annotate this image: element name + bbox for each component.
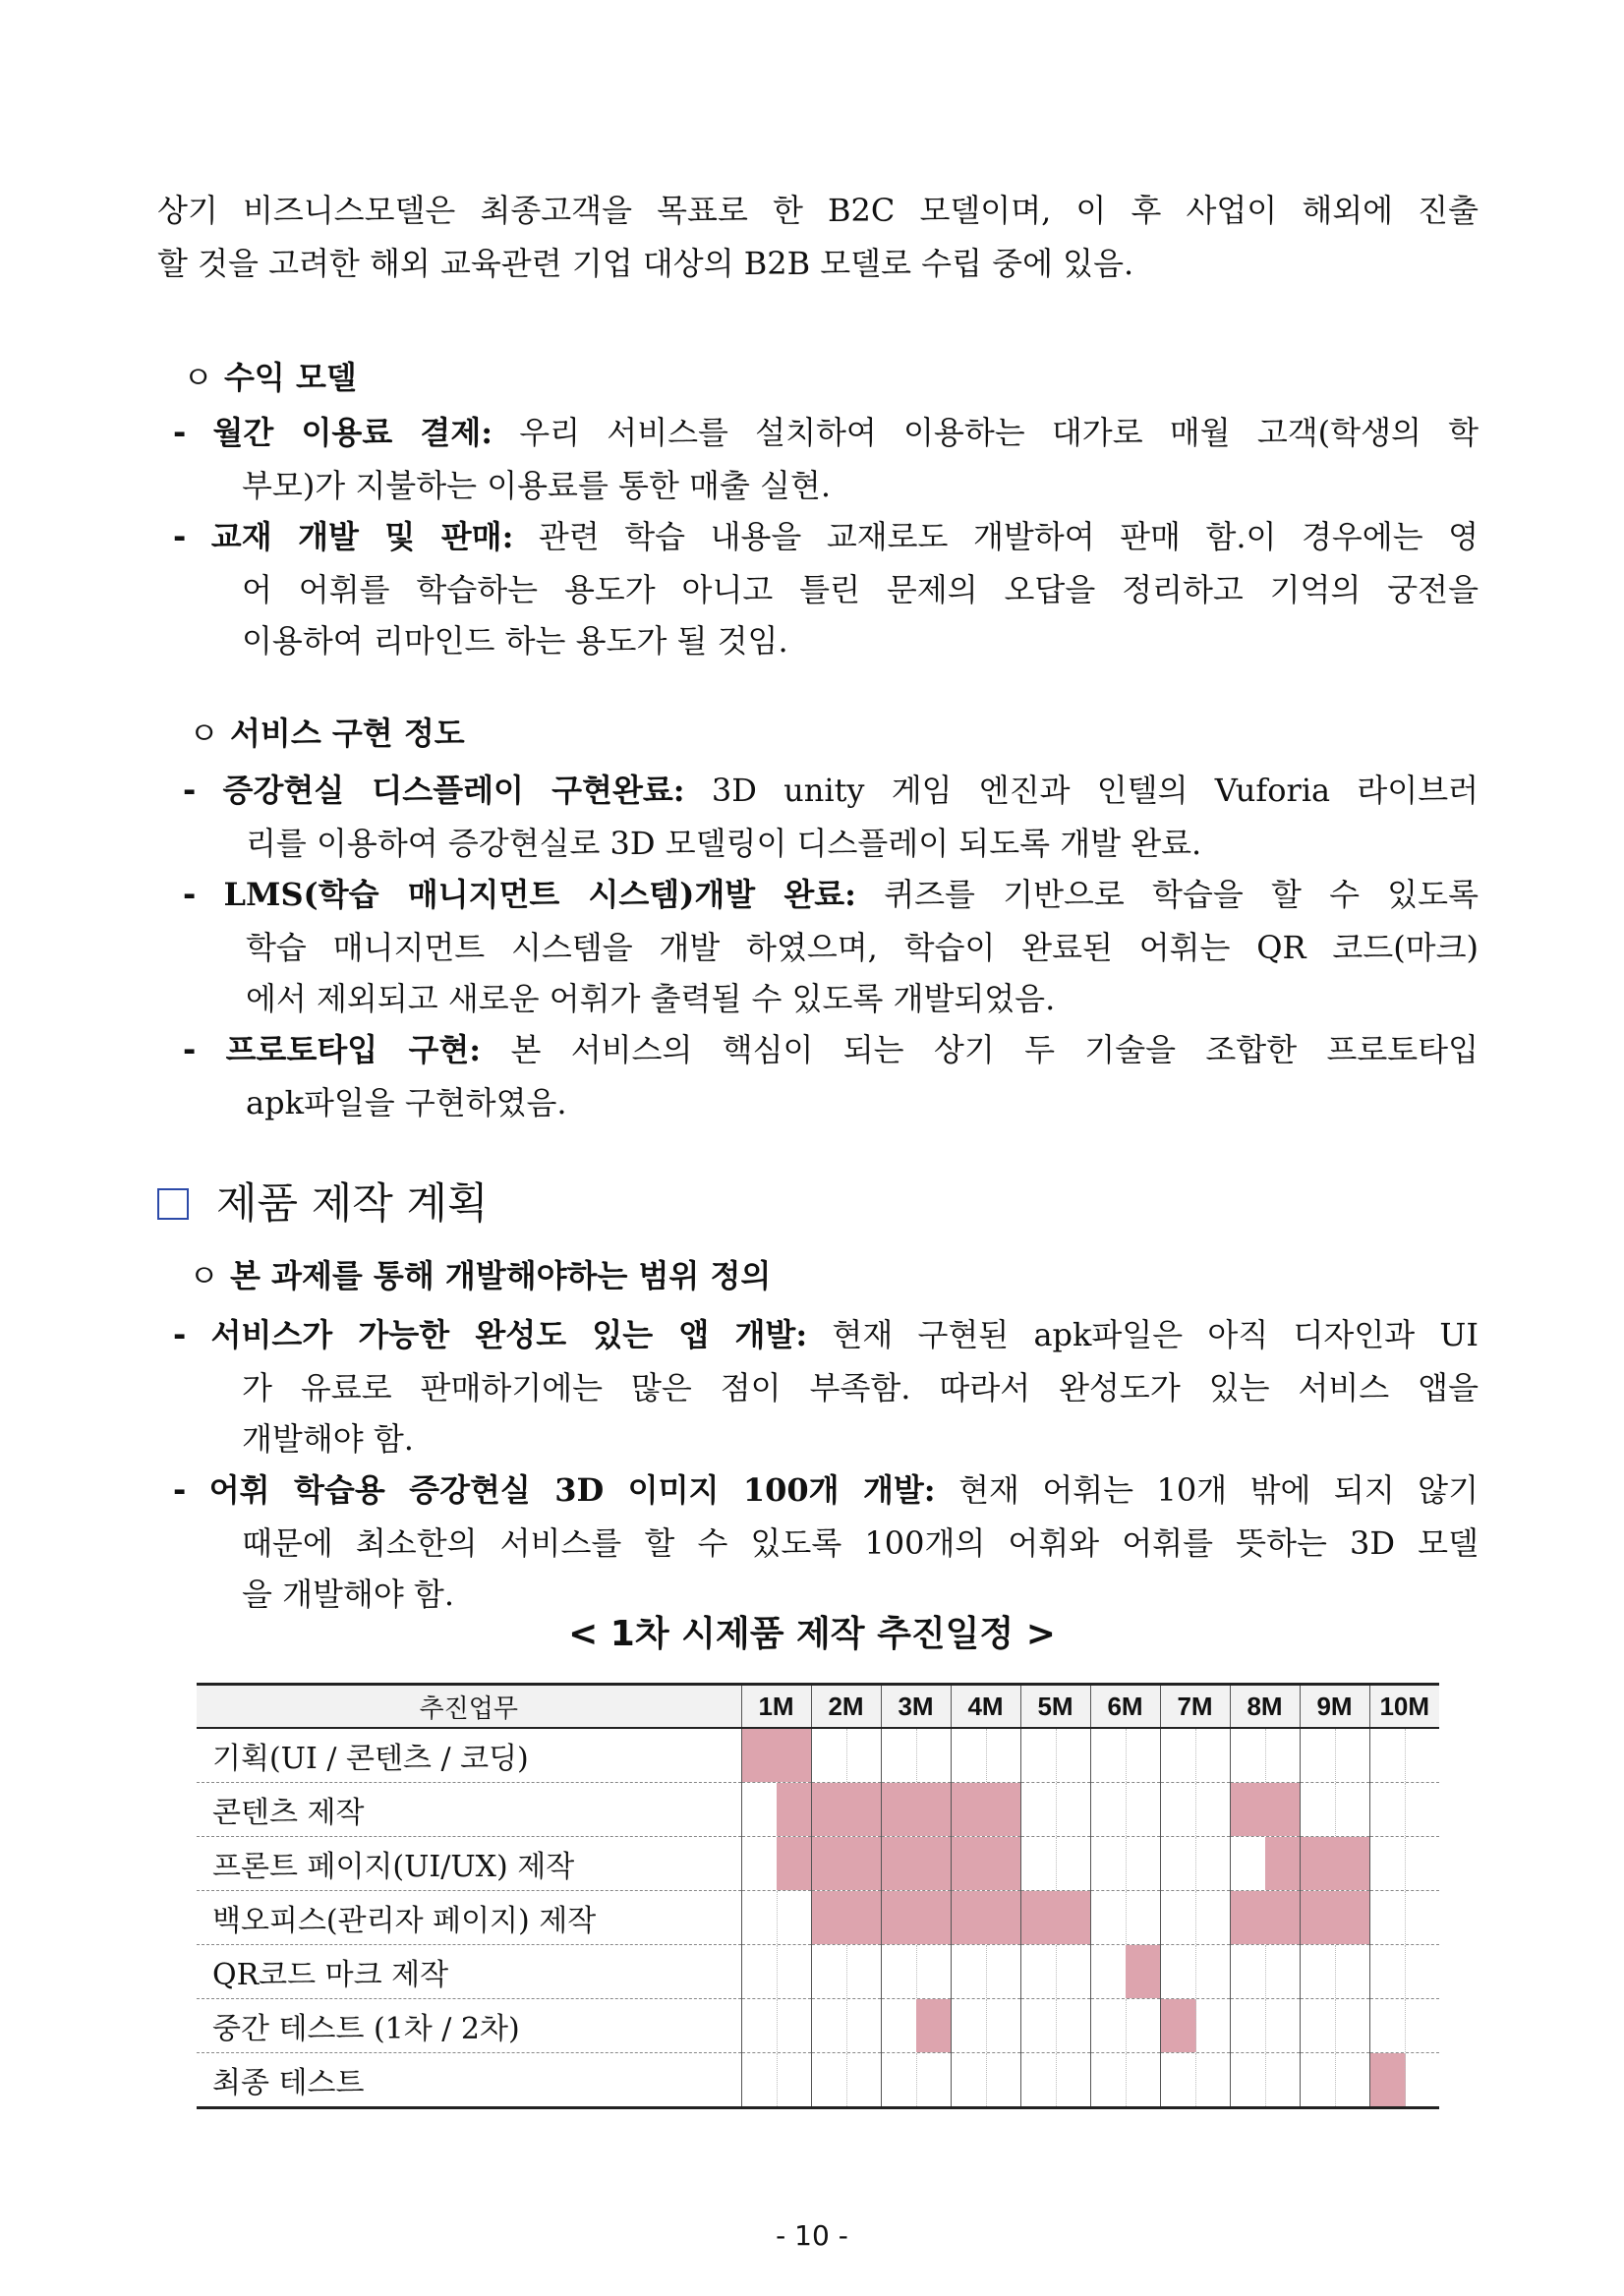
dash-bullet: -: [183, 1031, 197, 1068]
service-item-2-text: 퀴즈를 기반으로 학습을 할 수 있도록: [855, 876, 1479, 913]
plan-item-1-line-3: 개발해야 함.: [242, 1420, 414, 1458]
plan-item-1-line-2: 가 유료로 판매하기에는 많은 점이 부족함. 따라서 완성도가 있는 서비스 앱을: [242, 1369, 1479, 1406]
circle-bullet-icon: ㅇ: [189, 1257, 219, 1294]
month-cell: [951, 1837, 1020, 1891]
schedule-bar-segment: [1021, 2053, 1057, 2106]
schedule-bar-segment: [1301, 1837, 1336, 1890]
dash-bullet: -: [183, 772, 197, 809]
schedule-bar-segment: [952, 1999, 987, 2052]
dash-bullet: -: [173, 518, 187, 555]
schedule-bar-segment: [1370, 1837, 1406, 1890]
schedule-bar-segment: [742, 1945, 778, 1998]
month-cell: [1230, 1728, 1300, 1783]
plan-heading: [189, 1254, 771, 1297]
month-cell: [1160, 1728, 1230, 1783]
schedule-bar-segment: [1091, 1837, 1127, 1890]
schedule-bar-segment: [952, 1837, 987, 1890]
month-cell: [1020, 1891, 1090, 1945]
month-cell: [1090, 1837, 1160, 1891]
month-cell: [1230, 1837, 1300, 1891]
schedule-bar-segment: [1021, 1783, 1057, 1836]
circle-bullet-icon: ㅇ: [189, 715, 219, 752]
schedule-bar-segment: [777, 1945, 811, 1998]
month-cell: [811, 1891, 881, 1945]
schedule-bar-segment: [1091, 1891, 1127, 1944]
month-cell: [1369, 1891, 1439, 1945]
schedule-bar-segment: [1056, 1945, 1090, 1998]
revenue-item-2-line-3: 이용하여 리마인드 하는 용도가 될 것임.: [242, 622, 788, 660]
schedule-bar-segment: [1405, 1729, 1439, 1782]
schedule-bar-segment: [1195, 1837, 1230, 1890]
schedule-row: [197, 1999, 1439, 2053]
schedule-bar-segment: [777, 1999, 811, 2052]
month-cell: [881, 1945, 951, 1999]
schedule-bar-segment: [916, 1891, 951, 1944]
schedule-bar-segment: [1265, 1729, 1300, 1782]
month-cell: [1090, 1728, 1160, 1783]
schedule-bar-segment: [1056, 1891, 1090, 1944]
month-cell: [951, 2053, 1020, 2108]
plan-item-2-line-1: [173, 1468, 1479, 1512]
schedule-bar-segment: [1231, 1837, 1266, 1890]
service-item-2-label: LMS(학습 매니지먼트 시스템)개발 완료:: [223, 876, 856, 913]
plan-item-1-label: 서비스가 가능한 완성도 있는 앱 개발:: [210, 1316, 808, 1353]
circle-bullet-icon: ㅇ: [183, 359, 213, 396]
task-name: 백오피스(관리자 페이지) 제작: [197, 1891, 741, 1945]
dash-bullet: -: [173, 1316, 187, 1353]
schedule-bar-segment: [1335, 1837, 1369, 1890]
schedule-bar-segment: [846, 1837, 881, 1890]
schedule-bar-segment: [1301, 1891, 1336, 1944]
schedule-bar-segment: [916, 1783, 951, 1836]
schedule-bar-segment: [882, 1837, 917, 1890]
task-name: 기획(UI / 콘텐츠 / 코딩): [197, 1728, 741, 1783]
schedule-caption: < 1차 시제품 제작 추진일정 >: [568, 1614, 1056, 1654]
schedule-bar-segment: [1091, 1783, 1127, 1836]
month-cell: [1300, 2053, 1369, 2108]
schedule-bar-segment: [1405, 1945, 1439, 1998]
schedule-bar-segment: [1335, 1783, 1369, 1836]
schedule-bar-segment: [1265, 2053, 1300, 2106]
schedule-bar-segment: [1091, 1945, 1127, 1998]
month-cell: [1020, 1999, 1090, 2053]
schedule-bar-segment: [777, 1837, 811, 1890]
schedule-bar-segment: [812, 1999, 847, 2052]
schedule-bar-segment: [812, 1729, 847, 1782]
schedule-bar-segment: [846, 1729, 881, 1782]
month-cell: [1300, 1999, 1369, 2053]
service-heading: [189, 712, 465, 755]
month-cell: [741, 1999, 811, 2053]
schedule-bar-segment: [1370, 1729, 1406, 1782]
month-cell: [811, 1945, 881, 1999]
schedule-bar-segment: [742, 1837, 778, 1890]
schedule-bar-segment: [777, 2053, 811, 2106]
service-item-3-text: 본 서비스의 핵심이 되는 상기 두 기술을 조합한 프로토타입: [481, 1031, 1479, 1068]
schedule-bar-segment: [1265, 1837, 1300, 1890]
schedule-bar-segment: [986, 1891, 1020, 1944]
schedule-bar-segment: [812, 2053, 847, 2106]
schedule-bar-segment: [812, 1837, 847, 1890]
month-cell: [951, 1945, 1020, 1999]
schedule-bar-segment: [1195, 1945, 1230, 1998]
month-cell: [1230, 1999, 1300, 2053]
task-name: 콘텐츠 제작: [197, 1783, 741, 1837]
month-header: 2M: [811, 1685, 881, 1729]
schedule-bar-segment: [1370, 1945, 1406, 1998]
month-cell: [741, 1945, 811, 1999]
revenue-item-1-label: 월간 이용료 결제:: [212, 414, 493, 451]
month-cell: [1020, 1783, 1090, 1837]
schedule-bar-segment: [986, 2053, 1020, 2106]
task-name: 최종 테스트: [197, 2053, 741, 2108]
schedule-bar-segment: [1126, 1783, 1160, 1836]
schedule-bar-segment: [882, 1945, 917, 1998]
service-item-1-label: 증강현실 디스플레이 구현완료:: [222, 772, 685, 809]
month-cell: [1230, 1891, 1300, 1945]
month-header: 8M: [1230, 1685, 1300, 1729]
month-cell: [951, 1728, 1020, 1783]
task-name: 중간 테스트 (1차 / 2차): [197, 1999, 741, 2053]
schedule-bar-segment: [1056, 1999, 1090, 2052]
schedule-bar-segment: [1126, 1837, 1160, 1890]
dash-bullet: -: [173, 414, 187, 451]
month-cell: [951, 1999, 1020, 2053]
schedule-bar-segment: [812, 1891, 847, 1944]
month-cell: [811, 1999, 881, 2053]
month-cell: [951, 1891, 1020, 1945]
plan-item-1-text: 현재 구현된 apk파일은 아직 디자인과 UI: [807, 1316, 1479, 1353]
schedule-bar-segment: [1405, 2053, 1439, 2106]
schedule-bar-segment: [742, 1999, 778, 2052]
dash-bullet: -: [173, 1471, 187, 1509]
schedule-bar-segment: [916, 2053, 951, 2106]
month-cell: [1369, 1945, 1439, 1999]
schedule-bar-segment: [1335, 1891, 1369, 1944]
schedule-header-row: [197, 1685, 1439, 1729]
schedule-bar-segment: [986, 1837, 1020, 1890]
month-header: 1M: [741, 1685, 811, 1729]
service-item-1-text: 3D unity 게임 엔진과 인텔의 Vuforia 라이브러: [684, 772, 1479, 809]
service-item-3-line-2: apk파일을 구현하였음.: [246, 1084, 567, 1121]
schedule-bar-segment: [952, 1945, 987, 1998]
schedule-row: [197, 1783, 1439, 1837]
month-cell: [1230, 2053, 1300, 2108]
schedule-bar-segment: [812, 1783, 847, 1836]
month-cell: [1020, 1837, 1090, 1891]
schedule-bar-segment: [812, 1945, 847, 1998]
schedule-bar-segment: [1335, 1999, 1369, 2052]
schedule-bar-segment: [1161, 1729, 1196, 1782]
schedule-bar-segment: [1195, 1891, 1230, 1944]
schedule-row: [197, 1891, 1439, 1945]
month-cell: [1300, 1891, 1369, 1945]
task-name: 프론트 페이지(UI/UX) 제작: [197, 1837, 741, 1891]
month-cell: [1300, 1945, 1369, 1999]
month-cell: [881, 2053, 951, 2108]
month-cell: [1369, 1999, 1439, 2053]
month-cell: [1369, 2053, 1439, 2108]
intro-line-1: 상기 비즈니스모델은 최종고객을 목표로 한 B2C 모델이며, 이 후 사업이 해외에 진출: [157, 192, 1479, 229]
month-cell: [1230, 1783, 1300, 1837]
month-cell: [741, 1891, 811, 1945]
schedule-bar-segment: [1370, 1999, 1406, 2052]
schedule-bar-segment: [1405, 1837, 1439, 1890]
schedule-bar-segment: [952, 1729, 987, 1782]
schedule-bar-segment: [1056, 1837, 1090, 1890]
month-cell: [951, 1783, 1020, 1837]
month-cell: [1300, 1783, 1369, 1837]
month-cell: [1369, 1783, 1439, 1837]
month-header: 7M: [1160, 1685, 1230, 1729]
plan-heading-text: 본 과제를 통해 개발해야하는 범위 정의: [230, 1257, 772, 1294]
month-cell: [811, 2053, 881, 2108]
service-item-2-line-3: 에서 제외되고 새로운 어휘가 출력될 수 있도록 개발되었음.: [246, 980, 1056, 1017]
month-cell: [1160, 1783, 1230, 1837]
month-cell: [1090, 1945, 1160, 1999]
revenue-item-2-label: 교재 개발 및 판매:: [210, 518, 514, 555]
schedule-bar-segment: [1405, 1891, 1439, 1944]
schedule-bar-segment: [1126, 1729, 1160, 1782]
revenue-item-2-text: 관련 학습 내용을 교재로도 개발하여 판매 함.이 경우에는 영: [513, 518, 1479, 555]
month-cell: [811, 1783, 881, 1837]
schedule-bar-segment: [952, 1891, 987, 1944]
month-cell: [811, 1837, 881, 1891]
schedule-row: [197, 1837, 1439, 1891]
schedule-bar-segment: [1126, 2053, 1160, 2106]
schedule-bar-segment: [1231, 1999, 1266, 2052]
schedule-bar-segment: [986, 1999, 1020, 2052]
schedule-bar-segment: [1021, 1837, 1057, 1890]
section-title: 제품 제작 계획: [216, 1179, 489, 1229]
schedule-bar-segment: [1335, 1729, 1369, 1782]
schedule-row: [197, 1945, 1439, 1999]
schedule-bar-segment: [1195, 2053, 1230, 2106]
revenue-heading-text: 수익 모델: [224, 359, 357, 396]
plan-item-2-line-2: 때문에 최소한의 서비스를 할 수 있도록 100개의 어휘와 어휘를 뜻하는 3D 모델: [242, 1524, 1479, 1562]
service-item-2-line-2: 학습 매니지먼트 시스템을 개발 하였으며, 학습이 완료된 어휘는 QR 코드(마크): [246, 929, 1479, 966]
schedule-bar-segment: [777, 1783, 811, 1836]
revenue-heading: [183, 356, 357, 399]
schedule-table: [197, 1683, 1439, 2109]
month-cell: [881, 1837, 951, 1891]
month-cell: [1090, 1783, 1160, 1837]
schedule-bar-segment: [1161, 1945, 1196, 1998]
schedule-bar-segment: [1301, 1999, 1336, 2052]
schedule-bar-segment: [952, 2053, 987, 2106]
schedule-bar-segment: [742, 2053, 778, 2106]
schedule-bar-segment: [1161, 1891, 1196, 1944]
month-cell: [741, 1783, 811, 1837]
month-cell: [1369, 1728, 1439, 1783]
schedule-row: [197, 2053, 1439, 2108]
service-item-2-line-1: [183, 873, 1479, 916]
schedule-bar-segment: [1405, 1999, 1439, 2052]
month-header: 5M: [1020, 1685, 1090, 1729]
month-header: 9M: [1300, 1685, 1369, 1729]
schedule-bar-segment: [1091, 2053, 1127, 2106]
schedule-bar-segment: [882, 2053, 917, 2106]
schedule-bar-segment: [1126, 1891, 1160, 1944]
schedule-bar-segment: [742, 1783, 778, 1836]
revenue-item-2-line-1: [173, 515, 1479, 558]
schedule-bar-segment: [1091, 1729, 1127, 1782]
month-cell: [1230, 1945, 1300, 1999]
month-cell: [881, 1891, 951, 1945]
schedule-bar-segment: [1231, 1891, 1266, 1944]
schedule-bar-segment: [1370, 1891, 1406, 1944]
schedule-bar-segment: [1091, 1999, 1127, 2052]
schedule-bar-segment: [846, 1945, 881, 1998]
schedule-bar-segment: [882, 1729, 917, 1782]
month-cell: [881, 1999, 951, 2053]
schedule-bar-segment: [1231, 1783, 1266, 1836]
schedule-bar-segment: [1161, 1999, 1196, 2052]
month-cell: [1160, 1999, 1230, 2053]
schedule-bar-segment: [916, 1837, 951, 1890]
plan-item-2-text: 현재 어휘는 10개 밖에 되지 않기: [935, 1471, 1479, 1509]
month-header: 4M: [951, 1685, 1020, 1729]
schedule-bar-segment: [1405, 1783, 1439, 1836]
month-cell: [741, 2053, 811, 2108]
revenue-item-1-line-2: 부모)가 지불하는 이용료를 통한 매출 실현.: [242, 467, 832, 504]
schedule-bar-segment: [1265, 1783, 1300, 1836]
month-cell: [1300, 1837, 1369, 1891]
schedule-bar-segment: [1161, 2053, 1196, 2106]
schedule-bar-segment: [742, 1891, 778, 1944]
schedule-bar-segment: [1056, 1783, 1090, 1836]
service-heading-text: 서비스 구현 정도: [230, 715, 465, 752]
month-cell: [1090, 1891, 1160, 1945]
service-item-1-line-1: [183, 769, 1479, 812]
schedule-bar-segment: [777, 1891, 811, 1944]
schedule-bar-segment: [882, 1891, 917, 1944]
schedule-bar-segment: [1301, 1729, 1336, 1782]
schedule-bar-segment: [1195, 1999, 1230, 2052]
plan-item-1-line-1: [173, 1313, 1479, 1356]
revenue-item-2-line-2: 어 어휘를 학습하는 용도가 아니고 틀린 문제의 오답을 정리하고 기억의 궁전을: [242, 571, 1479, 608]
month-cell: [1160, 1837, 1230, 1891]
intro-line-2: 할 것을 고려한 해외 교육관련 기업 대상의 B2B 모델로 수립 중에 있음.: [157, 245, 1134, 282]
schedule-bar-segment: [1021, 1729, 1057, 1782]
schedule-bar-segment: [1301, 2053, 1336, 2106]
schedule-bar-segment: [1161, 1783, 1196, 1836]
schedule-bar-segment: [846, 1891, 881, 1944]
schedule-bar-segment: [1265, 1999, 1300, 2052]
schedule-bar-segment: [1301, 1945, 1336, 1998]
month-cell: [1090, 1999, 1160, 2053]
schedule-bar-segment: [846, 1999, 881, 2052]
month-header: 3M: [881, 1685, 951, 1729]
schedule-bar-segment: [986, 1783, 1020, 1836]
schedule-bar-segment: [1265, 1891, 1300, 1944]
schedule-bar-segment: [882, 1999, 917, 2052]
month-cell: [1369, 1837, 1439, 1891]
month-cell: [811, 1728, 881, 1783]
schedule-bar-segment: [1231, 1945, 1266, 1998]
schedule-bar-segment: [1231, 1729, 1266, 1782]
month-header: 10M: [1369, 1685, 1439, 1729]
month-header: 6M: [1090, 1685, 1160, 1729]
schedule-bar-segment: [1335, 1945, 1369, 1998]
month-cell: [1020, 1728, 1090, 1783]
schedule-bar-segment: [846, 1783, 881, 1836]
dash-bullet: -: [183, 876, 197, 913]
schedule-bar-segment: [1265, 1945, 1300, 1998]
revenue-item-1-text: 우리 서비스를 설치하여 이용하는 대가로 매월 고객(학생의 학: [493, 414, 1479, 451]
schedule-bar-segment: [986, 1945, 1020, 1998]
page-number: - 10 -: [776, 2219, 848, 2252]
schedule-bar-segment: [1335, 2053, 1369, 2106]
schedule-bar-segment: [916, 1729, 951, 1782]
service-item-3-line-1: [183, 1028, 1479, 1071]
schedule-bar-segment: [742, 1729, 778, 1782]
schedule-bar-segment: [952, 1783, 987, 1836]
month-cell: [1160, 1891, 1230, 1945]
schedule-bar-segment: [1126, 1999, 1160, 2052]
month-cell: [1300, 1728, 1369, 1783]
section-square-icon: [157, 1188, 189, 1220]
schedule-bar-segment: [916, 1945, 951, 1998]
task-column-header: 추진업무: [197, 1685, 741, 1729]
schedule-bar-segment: [916, 1999, 951, 2052]
schedule-bar-segment: [1126, 1945, 1160, 1998]
schedule-bar-segment: [846, 2053, 881, 2106]
schedule-bar-segment: [1161, 1837, 1196, 1890]
month-cell: [1090, 2053, 1160, 2108]
revenue-item-1-line-1: [173, 411, 1479, 454]
plan-item-2-label: 어휘 학습용 증강현실 3D 이미지 100개 개발:: [208, 1471, 936, 1509]
schedule-bar-segment: [1056, 1729, 1090, 1782]
month-cell: [741, 1837, 811, 1891]
schedule-body: [197, 1728, 1439, 2108]
schedule-bar-segment: [1021, 1945, 1057, 1998]
schedule-bar-segment: [1231, 2053, 1266, 2106]
schedule-bar-segment: [1301, 1783, 1336, 1836]
schedule-bar-segment: [1195, 1729, 1230, 1782]
task-name: QR코드 마크 제작: [197, 1945, 741, 1999]
schedule-bar-segment: [1370, 2053, 1406, 2106]
month-cell: [1020, 1945, 1090, 1999]
schedule-bar-segment: [882, 1783, 917, 1836]
month-cell: [881, 1728, 951, 1783]
service-item-3-label: 프로토타입 구현:: [225, 1031, 482, 1068]
schedule-bar-segment: [1370, 1783, 1406, 1836]
schedule-bar-segment: [1021, 1999, 1057, 2052]
schedule-bar-segment: [1021, 1891, 1057, 1944]
schedule-bar-segment: [777, 1729, 811, 1782]
schedule-bar-segment: [986, 1729, 1020, 1782]
month-cell: [1020, 2053, 1090, 2108]
schedule-bar-segment: [1056, 2053, 1090, 2106]
month-cell: [881, 1783, 951, 1837]
plan-item-2-line-3: 을 개발해야 함.: [242, 1576, 454, 1613]
month-cell: [1160, 2053, 1230, 2108]
month-cell: [741, 1728, 811, 1783]
service-item-1-line-2: 리를 이용하여 증강현실로 3D 모델링이 디스플레이 되도록 개발 완료.: [246, 825, 1202, 862]
schedule-bar-segment: [1195, 1783, 1230, 1836]
month-cell: [1160, 1945, 1230, 1999]
schedule-row: [197, 1728, 1439, 1783]
